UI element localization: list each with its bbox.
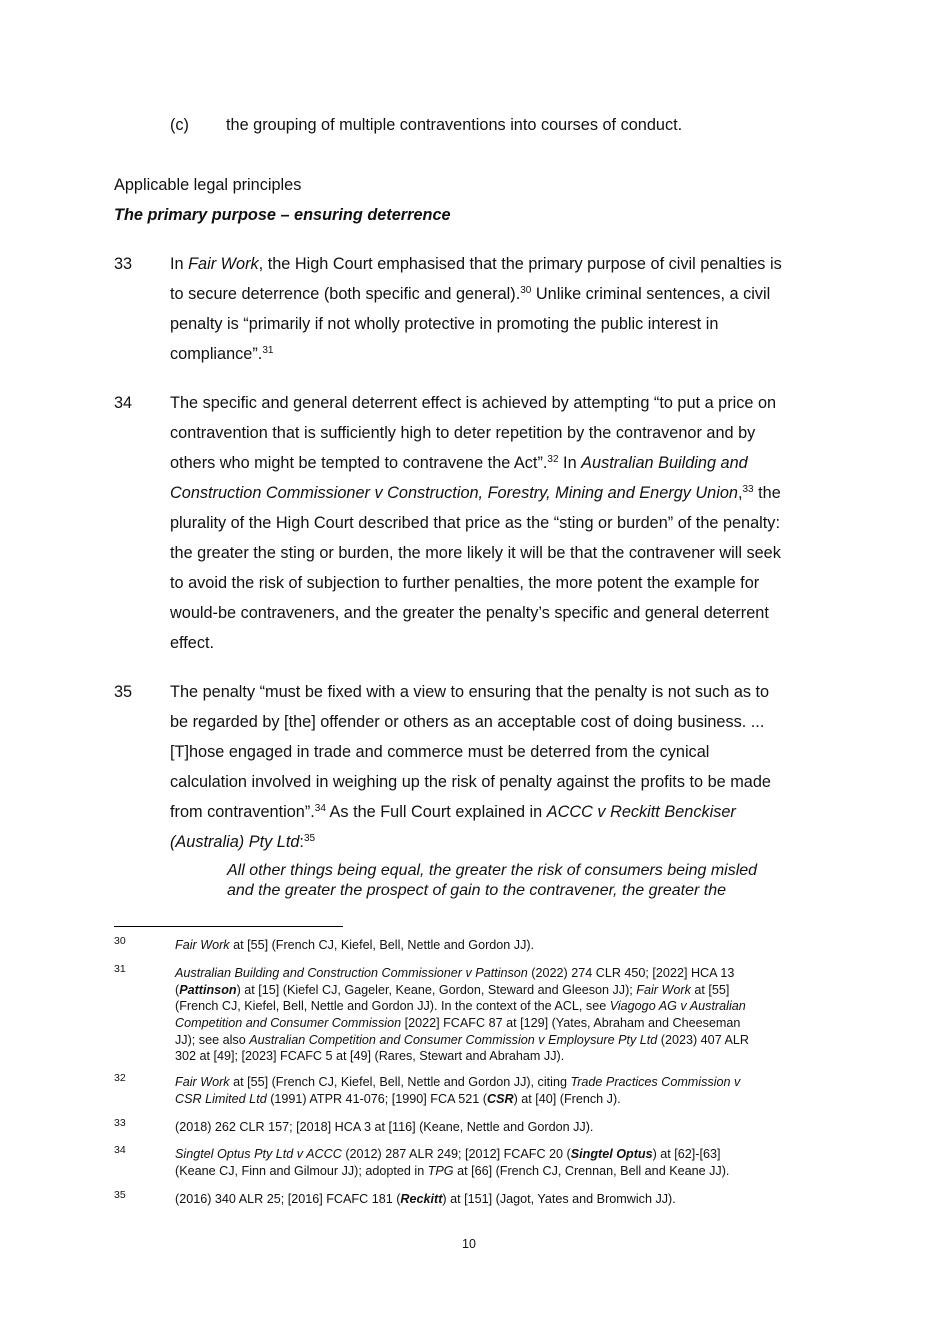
list-item-c: the grouping of multiple contraventions into courses of conduct. <box>226 116 683 134</box>
footnote-line: Competition and Consumer Commission [2022] FCAFC 87 at [129] (Yates, Abraham and Cheeseman <box>175 1016 741 1030</box>
footnote-number: 32 <box>114 1072 126 1084</box>
footnote-line: (Pattinson) at [15] (Kiefel CJ, Gageler, Keane, Gordon, Steward and Gleeson JJ); Fair Work at [55] <box>175 983 730 997</box>
paragraph-line: would-be contraveners, and the greater the penalty’s specific and general deterrent <box>170 604 769 622</box>
paragraph-line: from contravention”.$^{34}$ As the Full Court explained in ACCC v Reckitt Benckiser <box>170 803 736 821</box>
block-quote-line: and the greater the prospect of gain to the contravener, the greater the <box>227 882 726 899</box>
footnote-separator <box>114 926 343 927</box>
footnote-ref[interactable]: 34 <box>314 803 326 814</box>
paragraph-number: 35 <box>114 683 133 701</box>
footnote-line: CSR Limited Ltd (1991) ATPR 41-076; [1990] FCA 521 (CSR) at [40] (French J). <box>175 1092 621 1106</box>
footnote-line: (2018) 262 CLR 157; [2018] HCA 3 at [116] (Keane, Nettle and Gordon JJ). <box>175 1120 594 1134</box>
footnote-line: 302 at [49]; [2023] FCAFC 5 at [49] (Rares, Stewart and Abraham JJ). <box>175 1049 565 1063</box>
footnote-line: Fair Work at [55] (French CJ, Kiefel, Bell, Nettle and Gordon JJ). <box>175 938 535 952</box>
footnote-ref[interactable]: 30 <box>520 285 532 296</box>
footnote-ref[interactable]: 35 <box>303 833 316 844</box>
footnote-line: JJ); see also Australian Competition and Consumer Commission v Employsure Pty Ltd (2023) 407 ALR <box>175 1033 749 1047</box>
paragraph-number: 33 <box>114 255 133 273</box>
paragraph-line: the greater the sting or burden, the more likely it will be that the contravener will seek <box>170 544 781 562</box>
paragraph-line: plurality of the High Court described that price as the “sting or burden” of the penalty: <box>170 514 780 532</box>
paragraph-line: In Fair Work, the High Court emphasised that the primary purpose of civil penalties is <box>170 255 782 273</box>
list-label-c: (c) <box>170 116 189 134</box>
section-heading: Applicable legal principles <box>114 176 302 194</box>
paragraph-line: (Australia) Pty Ltd:$^{35}$ <box>170 833 316 851</box>
paragraph-line: calculation involved in weighing up the risk of penalty against the profits to be made <box>170 773 771 791</box>
footnote-ref[interactable]: 33 <box>742 484 754 495</box>
paragraph-line: to avoid the risk of subjection to further penalties, the more potent the example for <box>170 574 760 592</box>
paragraph-line: [T]hose engaged in trade and commerce must be deterred from the cynical <box>170 743 710 761</box>
paragraph-line: effect. <box>170 634 215 652</box>
paragraph-number: 34 <box>114 394 133 412</box>
footnote-line: Fair Work at [55] (French CJ, Kiefel, Bell, Nettle and Gordon JJ), citing Trade Practices Commission v <box>175 1075 741 1089</box>
paragraph-line: penalty is “primarily if not wholly protective in promoting the public interest in <box>170 315 719 333</box>
paragraph-line: The specific and general deterrent effect is achieved by attempting “to put a price on <box>170 394 777 412</box>
paragraph-line: Construction Commissioner v Construction, Forestry, Mining and Energy Union,$^{33}$ the <box>170 484 781 502</box>
footnote-number: 35 <box>114 1189 126 1201</box>
footnote-number: 34 <box>114 1144 126 1156</box>
footnote-line: Singtel Optus Pty Ltd v ACCC (2012) 287 ALR 249; [2012] FCAFC 20 (Singtel Optus) at [62]-[63] <box>175 1147 721 1161</box>
paragraph-line: others who might be tempted to contravene the Act”.$^{32}$ In Australian Building and <box>170 454 748 472</box>
footnote-ref[interactable]: 31 <box>262 345 274 356</box>
paragraph-line: be regarded by [the] offender or others as an acceptable cost of doing business. ... <box>170 713 765 731</box>
footnote-line: (2016) 340 ALR 25; [2016] FCAFC 181 (Reckitt) at [151] (Jagot, Yates and Bromwich JJ). <box>175 1192 676 1206</box>
paragraph-line: contravention that is sufficiently high to deter repetition by the contravenor and by <box>170 424 756 442</box>
page-number: 10 <box>462 1237 476 1251</box>
footnote-line: Australian Building and Construction Commissioner v Pattinson (2022) 274 CLR 450; [2022] HCA 13 <box>175 966 735 980</box>
footnote-number: 33 <box>114 1117 126 1129</box>
footnote-number: 31 <box>114 963 126 975</box>
footnote-number: 30 <box>114 935 126 947</box>
footnote-line: (French CJ, Kiefel, Bell, Nettle and Gordon JJ). In the context of the ACL, see Viagogo AG v Australian <box>175 999 746 1013</box>
paragraph-line: The penalty “must be fixed with a view to ensuring that the penalty is not such as to <box>170 683 770 701</box>
paragraph-line: to secure deterrence (both specific and general).$^{30}$ Unlike criminal sentences, a civil <box>170 285 771 303</box>
block-quote-line: All other things being equal, the greater the risk of consumers being misled <box>227 862 758 879</box>
section-subheading: The primary purpose – ensuring deterrence <box>114 206 451 224</box>
footnote-ref[interactable]: 32 <box>547 454 559 465</box>
paragraph-line: compliance”.$^{31}$ <box>170 345 274 363</box>
footnote-line: (Keane CJ, Finn and Gilmour JJ); adopted in TPG at [66] (French CJ, Crennan, Bell and Keane JJ). <box>175 1164 730 1178</box>
